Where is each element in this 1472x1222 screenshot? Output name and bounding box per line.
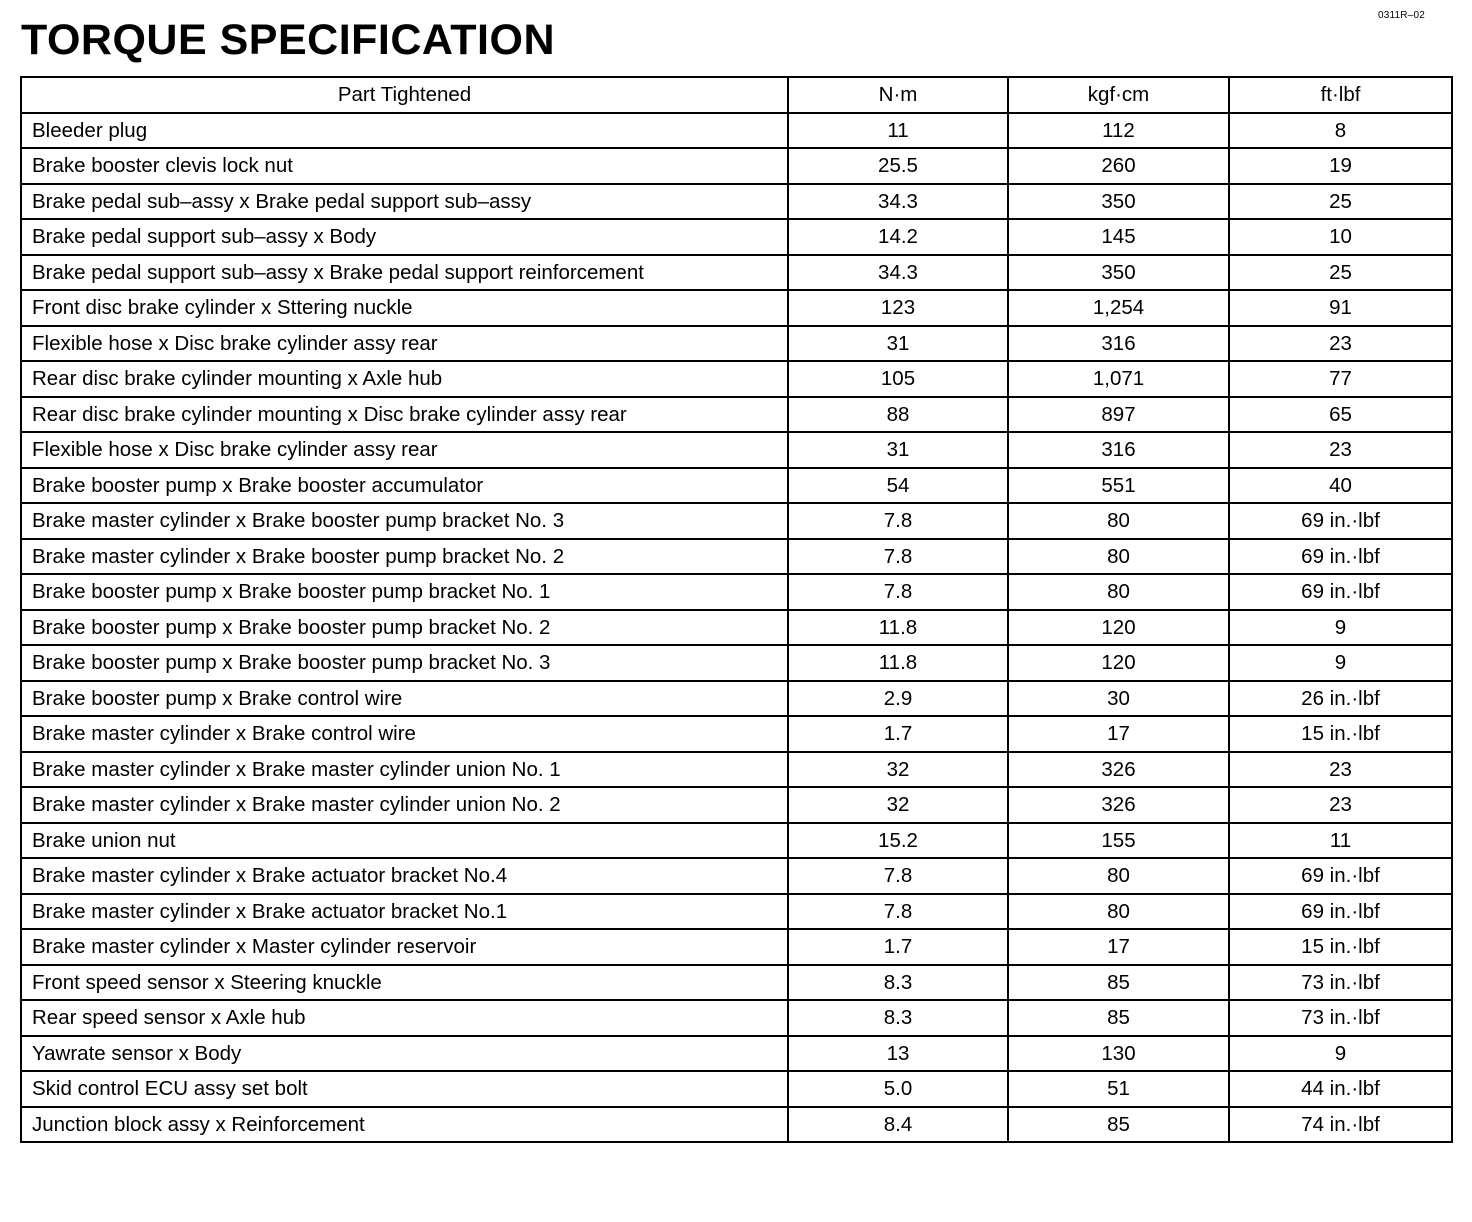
table-body bbox=[21, 113, 1452, 1143]
cell-kgf-cm: 80 bbox=[1008, 574, 1229, 610]
table-row bbox=[21, 823, 1452, 859]
cell-nm: 11.8 bbox=[788, 610, 1008, 646]
table-row bbox=[21, 113, 1452, 149]
table-row bbox=[21, 929, 1452, 965]
table-row bbox=[21, 645, 1452, 681]
table-row bbox=[21, 1036, 1452, 1072]
cell-part-tightened: Brake booster clevis lock nut bbox=[21, 148, 788, 184]
cell-kgf-cm: 51 bbox=[1008, 1071, 1229, 1107]
cell-nm: 54 bbox=[788, 468, 1008, 504]
cell-part-tightened: Brake master cylinder x Brake booster pump bracket No. 3 bbox=[21, 503, 788, 539]
cell-nm: 15.2 bbox=[788, 823, 1008, 859]
cell-kgf-cm: 30 bbox=[1008, 681, 1229, 717]
cell-ft-lbf: 23 bbox=[1229, 326, 1452, 362]
cell-kgf-cm: 17 bbox=[1008, 929, 1229, 965]
header-row bbox=[21, 77, 1452, 113]
table-row bbox=[21, 858, 1452, 894]
cell-nm: 13 bbox=[788, 1036, 1008, 1072]
cell-nm: 32 bbox=[788, 787, 1008, 823]
cell-ft-lbf: 69 in.·lbf bbox=[1229, 894, 1452, 930]
cell-kgf-cm: 80 bbox=[1008, 539, 1229, 575]
table-row bbox=[21, 503, 1452, 539]
cell-ft-lbf: 26 in.·lbf bbox=[1229, 681, 1452, 717]
cell-ft-lbf: 23 bbox=[1229, 752, 1452, 788]
cell-part-tightened: Brake booster pump x Brake booster pump bracket No. 1 bbox=[21, 574, 788, 610]
table-row bbox=[21, 1000, 1452, 1036]
cell-nm: 7.8 bbox=[788, 574, 1008, 610]
cell-nm: 2.9 bbox=[788, 681, 1008, 717]
table-row bbox=[21, 610, 1452, 646]
cell-ft-lbf: 69 in.·lbf bbox=[1229, 503, 1452, 539]
cell-part-tightened: Flexible hose x Disc brake cylinder assy rear bbox=[21, 432, 788, 468]
header-nm: N·m bbox=[788, 77, 1008, 113]
cell-kgf-cm: 260 bbox=[1008, 148, 1229, 184]
cell-ft-lbf: 15 in.·lbf bbox=[1229, 929, 1452, 965]
cell-nm: 123 bbox=[788, 290, 1008, 326]
cell-kgf-cm: 350 bbox=[1008, 255, 1229, 291]
cell-part-tightened: Brake union nut bbox=[21, 823, 788, 859]
cell-kgf-cm: 551 bbox=[1008, 468, 1229, 504]
cell-kgf-cm: 350 bbox=[1008, 184, 1229, 220]
table-row bbox=[21, 965, 1452, 1001]
table-row bbox=[21, 468, 1452, 504]
cell-part-tightened: Brake master cylinder x Brake actuator bracket No.1 bbox=[21, 894, 788, 930]
cell-part-tightened: Front speed sensor x Steering knuckle bbox=[21, 965, 788, 1001]
table-row bbox=[21, 326, 1452, 362]
table-header bbox=[21, 77, 1452, 113]
cell-part-tightened: Brake pedal support sub–assy x Brake pedal support reinforcement bbox=[21, 255, 788, 291]
table-row bbox=[21, 716, 1452, 752]
cell-part-tightened: Rear disc brake cylinder mounting x Axle hub bbox=[21, 361, 788, 397]
cell-nm: 34.3 bbox=[788, 255, 1008, 291]
table-row bbox=[21, 290, 1452, 326]
cell-part-tightened: Brake booster pump x Brake booster pump bracket No. 2 bbox=[21, 610, 788, 646]
cell-part-tightened: Brake booster pump x Brake control wire bbox=[21, 681, 788, 717]
cell-ft-lbf: 9 bbox=[1229, 645, 1452, 681]
cell-ft-lbf: 11 bbox=[1229, 823, 1452, 859]
cell-ft-lbf: 69 in.·lbf bbox=[1229, 858, 1452, 894]
table-row bbox=[21, 219, 1452, 255]
cell-part-tightened: Rear disc brake cylinder mounting x Disc brake cylinder assy rear bbox=[21, 397, 788, 433]
cell-ft-lbf: 19 bbox=[1229, 148, 1452, 184]
table-row bbox=[21, 787, 1452, 823]
cell-ft-lbf: 23 bbox=[1229, 432, 1452, 468]
cell-nm: 8.4 bbox=[788, 1107, 1008, 1143]
cell-nm: 11.8 bbox=[788, 645, 1008, 681]
header-kgf-cm: kgf·cm bbox=[1008, 77, 1229, 113]
cell-ft-lbf: 9 bbox=[1229, 610, 1452, 646]
cell-nm: 32 bbox=[788, 752, 1008, 788]
cell-part-tightened: Brake pedal sub–assy x Brake pedal support sub–assy bbox=[21, 184, 788, 220]
table-row bbox=[21, 255, 1452, 291]
cell-part-tightened: Brake master cylinder x Brake master cylinder union No. 1 bbox=[21, 752, 788, 788]
cell-nm: 88 bbox=[788, 397, 1008, 433]
cell-part-tightened: Rear speed sensor x Axle hub bbox=[21, 1000, 788, 1036]
cell-nm: 5.0 bbox=[788, 1071, 1008, 1107]
cell-part-tightened: Flexible hose x Disc brake cylinder assy rear bbox=[21, 326, 788, 362]
cell-kgf-cm: 80 bbox=[1008, 858, 1229, 894]
cell-kgf-cm: 1,254 bbox=[1008, 290, 1229, 326]
cell-ft-lbf: 25 bbox=[1229, 184, 1452, 220]
cell-kgf-cm: 897 bbox=[1008, 397, 1229, 433]
cell-kgf-cm: 145 bbox=[1008, 219, 1229, 255]
cell-nm: 8.3 bbox=[788, 1000, 1008, 1036]
cell-ft-lbf: 91 bbox=[1229, 290, 1452, 326]
cell-nm: 14.2 bbox=[788, 219, 1008, 255]
table-row bbox=[21, 1107, 1452, 1143]
cell-ft-lbf: 69 in.·lbf bbox=[1229, 539, 1452, 575]
cell-kgf-cm: 316 bbox=[1008, 326, 1229, 362]
cell-ft-lbf: 69 in.·lbf bbox=[1229, 574, 1452, 610]
cell-nm: 7.8 bbox=[788, 858, 1008, 894]
cell-part-tightened: Yawrate sensor x Body bbox=[21, 1036, 788, 1072]
table-row bbox=[21, 574, 1452, 610]
cell-ft-lbf: 8 bbox=[1229, 113, 1452, 149]
cell-kgf-cm: 85 bbox=[1008, 965, 1229, 1001]
cell-nm: 11 bbox=[788, 113, 1008, 149]
cell-kgf-cm: 1,071 bbox=[1008, 361, 1229, 397]
cell-ft-lbf: 25 bbox=[1229, 255, 1452, 291]
cell-part-tightened: Brake master cylinder x Master cylinder reservoir bbox=[21, 929, 788, 965]
header-part-tightened: Part Tightened bbox=[21, 77, 788, 113]
cell-ft-lbf: 73 in.·lbf bbox=[1229, 1000, 1452, 1036]
cell-nm: 8.3 bbox=[788, 965, 1008, 1001]
cell-part-tightened: Brake master cylinder x Brake master cylinder union No. 2 bbox=[21, 787, 788, 823]
table-row bbox=[21, 1071, 1452, 1107]
cell-ft-lbf: 23 bbox=[1229, 787, 1452, 823]
cell-part-tightened: Brake master cylinder x Brake booster pump bracket No. 2 bbox=[21, 539, 788, 575]
cell-ft-lbf: 10 bbox=[1229, 219, 1452, 255]
cell-nm: 34.3 bbox=[788, 184, 1008, 220]
cell-ft-lbf: 9 bbox=[1229, 1036, 1452, 1072]
cell-ft-lbf: 15 in.·lbf bbox=[1229, 716, 1452, 752]
header-ft-lbf: ft·lbf bbox=[1229, 77, 1452, 113]
cell-nm: 31 bbox=[788, 326, 1008, 362]
table-row bbox=[21, 184, 1452, 220]
cell-kgf-cm: 17 bbox=[1008, 716, 1229, 752]
cell-part-tightened: Brake master cylinder x Brake actuator bracket No.4 bbox=[21, 858, 788, 894]
cell-kgf-cm: 120 bbox=[1008, 645, 1229, 681]
cell-ft-lbf: 65 bbox=[1229, 397, 1452, 433]
table-row bbox=[21, 361, 1452, 397]
cell-nm: 7.8 bbox=[788, 539, 1008, 575]
cell-kgf-cm: 85 bbox=[1008, 1107, 1229, 1143]
cell-part-tightened: Junction block assy x Reinforcement bbox=[21, 1107, 788, 1143]
cell-part-tightened: Front disc brake cylinder x Sttering nuckle bbox=[21, 290, 788, 326]
page-title: TORQUE SPECIFICATION bbox=[21, 16, 555, 64]
cell-nm: 7.8 bbox=[788, 894, 1008, 930]
cell-nm: 7.8 bbox=[788, 503, 1008, 539]
cell-kgf-cm: 326 bbox=[1008, 787, 1229, 823]
cell-kgf-cm: 80 bbox=[1008, 503, 1229, 539]
cell-part-tightened: Brake booster pump x Brake booster accumulator bbox=[21, 468, 788, 504]
cell-kgf-cm: 112 bbox=[1008, 113, 1229, 149]
cell-kgf-cm: 155 bbox=[1008, 823, 1229, 859]
table-row bbox=[21, 752, 1452, 788]
cell-nm: 1.7 bbox=[788, 929, 1008, 965]
cell-kgf-cm: 85 bbox=[1008, 1000, 1229, 1036]
cell-nm: 1.7 bbox=[788, 716, 1008, 752]
cell-part-tightened: Brake pedal support sub–assy x Body bbox=[21, 219, 788, 255]
cell-ft-lbf: 40 bbox=[1229, 468, 1452, 504]
cell-ft-lbf: 77 bbox=[1229, 361, 1452, 397]
torque-spec-table bbox=[20, 76, 1453, 1143]
cell-part-tightened: Brake booster pump x Brake booster pump bracket No. 3 bbox=[21, 645, 788, 681]
cell-nm: 31 bbox=[788, 432, 1008, 468]
table-row bbox=[21, 539, 1452, 575]
cell-part-tightened: Bleeder plug bbox=[21, 113, 788, 149]
page-code: 0311R–02 bbox=[1378, 10, 1426, 21]
cell-kgf-cm: 316 bbox=[1008, 432, 1229, 468]
table-row bbox=[21, 894, 1452, 930]
cell-part-tightened: Brake master cylinder x Brake control wire bbox=[21, 716, 788, 752]
cell-ft-lbf: 44 in.·lbf bbox=[1229, 1071, 1452, 1107]
table-row bbox=[21, 681, 1452, 717]
cell-kgf-cm: 120 bbox=[1008, 610, 1229, 646]
cell-kgf-cm: 80 bbox=[1008, 894, 1229, 930]
cell-kgf-cm: 326 bbox=[1008, 752, 1229, 788]
cell-nm: 25.5 bbox=[788, 148, 1008, 184]
cell-kgf-cm: 130 bbox=[1008, 1036, 1229, 1072]
table-row bbox=[21, 397, 1452, 433]
table-row bbox=[21, 432, 1452, 468]
cell-ft-lbf: 74 in.·lbf bbox=[1229, 1107, 1452, 1143]
cell-ft-lbf: 73 in.·lbf bbox=[1229, 965, 1452, 1001]
cell-nm: 105 bbox=[788, 361, 1008, 397]
table-row bbox=[21, 148, 1452, 184]
cell-part-tightened: Skid control ECU assy set bolt bbox=[21, 1071, 788, 1107]
